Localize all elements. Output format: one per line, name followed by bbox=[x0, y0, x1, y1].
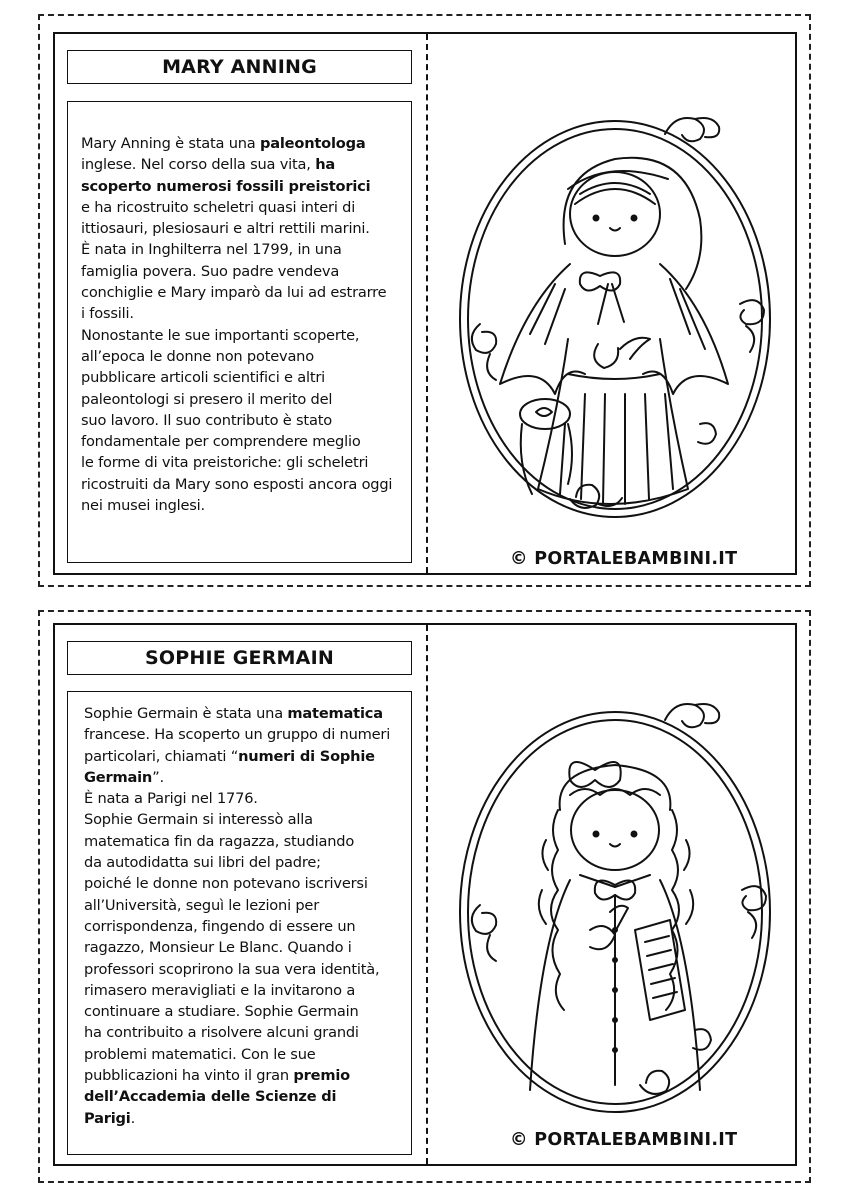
text-run: ittiosauri, plesiosauri e altri rettili marini. bbox=[81, 220, 370, 238]
sophie-germain-portrait-illustration bbox=[450, 680, 780, 1120]
text-run: . bbox=[130, 1109, 136, 1127]
text-line bbox=[84, 703, 401, 724]
text-run: le forme di vita preistoriche: gli scheletri bbox=[81, 454, 369, 472]
text-line bbox=[81, 261, 401, 282]
text-line bbox=[84, 1086, 401, 1107]
text-run: all’epoca le donne non potevano bbox=[81, 347, 314, 365]
text-run: problemi matematici. Con le sue bbox=[84, 1045, 316, 1063]
text-line bbox=[81, 452, 401, 473]
bold-text-run: ha bbox=[315, 156, 336, 174]
text-run: all’Università, seguì le lezioni per bbox=[84, 896, 320, 914]
text-run: i fossili. bbox=[81, 305, 134, 323]
text-line bbox=[81, 218, 401, 239]
card-sophie-germain bbox=[53, 623, 797, 1166]
text-line bbox=[81, 389, 401, 410]
text-run: ragazzo, Monsieur Le Blanc. Quando i bbox=[84, 939, 352, 957]
bold-text-run: numeri di Sophie bbox=[238, 747, 375, 765]
text-run: francese. Ha scoperto un gruppo di numeri bbox=[84, 726, 391, 744]
text-run: ha contribuito a risolvere alcuni grandi bbox=[84, 1024, 359, 1042]
bold-text-run: dell’Accademia delle Scienze di bbox=[84, 1088, 337, 1106]
text-run: Mary Anning è stata una bbox=[81, 135, 260, 152]
text-run: professori scoprirono la sua vera identità, bbox=[84, 960, 380, 978]
mary-anning-portrait-illustration bbox=[450, 94, 780, 524]
text-run: conchiglie e Mary imparò da lui ad estrarre bbox=[81, 284, 387, 302]
text-line bbox=[81, 474, 401, 495]
text-line bbox=[84, 895, 401, 916]
text-line bbox=[81, 133, 401, 154]
text-run: ”. bbox=[152, 768, 164, 786]
text-run: da autodidatta sui libri del padre; bbox=[84, 854, 321, 872]
biography-text bbox=[67, 101, 412, 563]
card-title: SOPHIE GERMAIN bbox=[67, 641, 412, 675]
text-run: matematica fin da ragazza, studiando bbox=[84, 832, 355, 850]
text-line bbox=[84, 809, 401, 830]
text-run: inglese. Nel corso della sua vita, bbox=[81, 156, 316, 174]
bold-text-run: Parigi bbox=[84, 1109, 131, 1127]
text-line bbox=[84, 831, 401, 852]
bold-text-run: matematica bbox=[287, 705, 383, 722]
text-line bbox=[81, 367, 401, 388]
text-line bbox=[81, 197, 401, 218]
text-line bbox=[84, 980, 401, 1001]
bold-text-run: premio bbox=[293, 1067, 350, 1085]
text-run: pubblicazioni ha vinto il gran bbox=[84, 1067, 294, 1085]
text-run: È nata a Parigi nel 1776. bbox=[84, 790, 258, 808]
text-run: rimasero meravigliati e la invitarono a bbox=[84, 981, 356, 999]
text-line bbox=[81, 303, 401, 324]
text-line bbox=[84, 1022, 401, 1043]
text-run: Sophie Germain è stata una bbox=[84, 705, 288, 722]
biography-text bbox=[67, 691, 412, 1155]
text-run: È nata in Inghilterra nel 1799, in una bbox=[81, 241, 342, 259]
text-line bbox=[84, 916, 401, 937]
text-run: particolari, chiamati “ bbox=[84, 747, 239, 765]
text-run: suo lavoro. Il suo contributo è stato bbox=[81, 411, 332, 429]
text-line bbox=[84, 1001, 401, 1022]
text-run: poiché le donne non potevano iscriversi bbox=[84, 875, 368, 893]
text-line bbox=[81, 325, 401, 346]
text-run: e ha ricostruito scheletri quasi interi di bbox=[81, 198, 356, 216]
text-run: famiglia povera. Suo padre vendeva bbox=[81, 262, 340, 280]
text-line bbox=[84, 724, 401, 745]
text-line bbox=[84, 767, 401, 788]
text-line bbox=[84, 1065, 401, 1086]
card-title: MARY ANNING bbox=[67, 50, 412, 84]
text-run: nei musei inglesi. bbox=[81, 497, 205, 515]
text-line bbox=[81, 176, 401, 197]
text-line bbox=[84, 937, 401, 958]
text-run: ricostruiti da Mary sono esposti ancora oggi bbox=[81, 475, 393, 493]
text-line bbox=[84, 1044, 401, 1065]
copyright-notice: © PORTALEBAMBINI.IT bbox=[510, 1130, 738, 1150]
text-run: fondamentale per comprendere meglio bbox=[81, 433, 361, 451]
text-line bbox=[81, 410, 401, 431]
fold-line bbox=[426, 625, 428, 1164]
bold-text-run: Germain bbox=[84, 768, 153, 786]
text-run: pubblicare articoli scientifici e altri bbox=[81, 369, 326, 387]
text-run: Nonostante le sue importanti scoperte, bbox=[81, 326, 360, 344]
text-line bbox=[81, 282, 401, 303]
text-line bbox=[81, 154, 401, 175]
text-line bbox=[84, 852, 401, 873]
text-line bbox=[84, 873, 401, 894]
text-run: continuare a studiare. Sophie Germain bbox=[84, 1003, 359, 1021]
card-mary-anning bbox=[53, 32, 797, 575]
text-line bbox=[84, 746, 401, 767]
fold-line bbox=[426, 34, 428, 573]
copyright-notice: © PORTALEBAMBINI.IT bbox=[510, 549, 738, 569]
text-line bbox=[81, 431, 401, 452]
bold-text-run: paleontologa bbox=[259, 135, 366, 152]
bold-text-run: scoperto numerosi fossili preistorici bbox=[81, 177, 371, 195]
text-line bbox=[84, 959, 401, 980]
text-line bbox=[84, 788, 401, 809]
text-run: Sophie Germain si interessò alla bbox=[84, 811, 313, 829]
text-run: corrispondenza, fingendo di essere un bbox=[84, 917, 356, 935]
text-run: paleontologi si presero il merito del bbox=[81, 390, 333, 408]
text-line bbox=[81, 239, 401, 260]
text-line bbox=[81, 346, 401, 367]
text-line bbox=[81, 495, 401, 516]
text-line bbox=[84, 1108, 401, 1129]
